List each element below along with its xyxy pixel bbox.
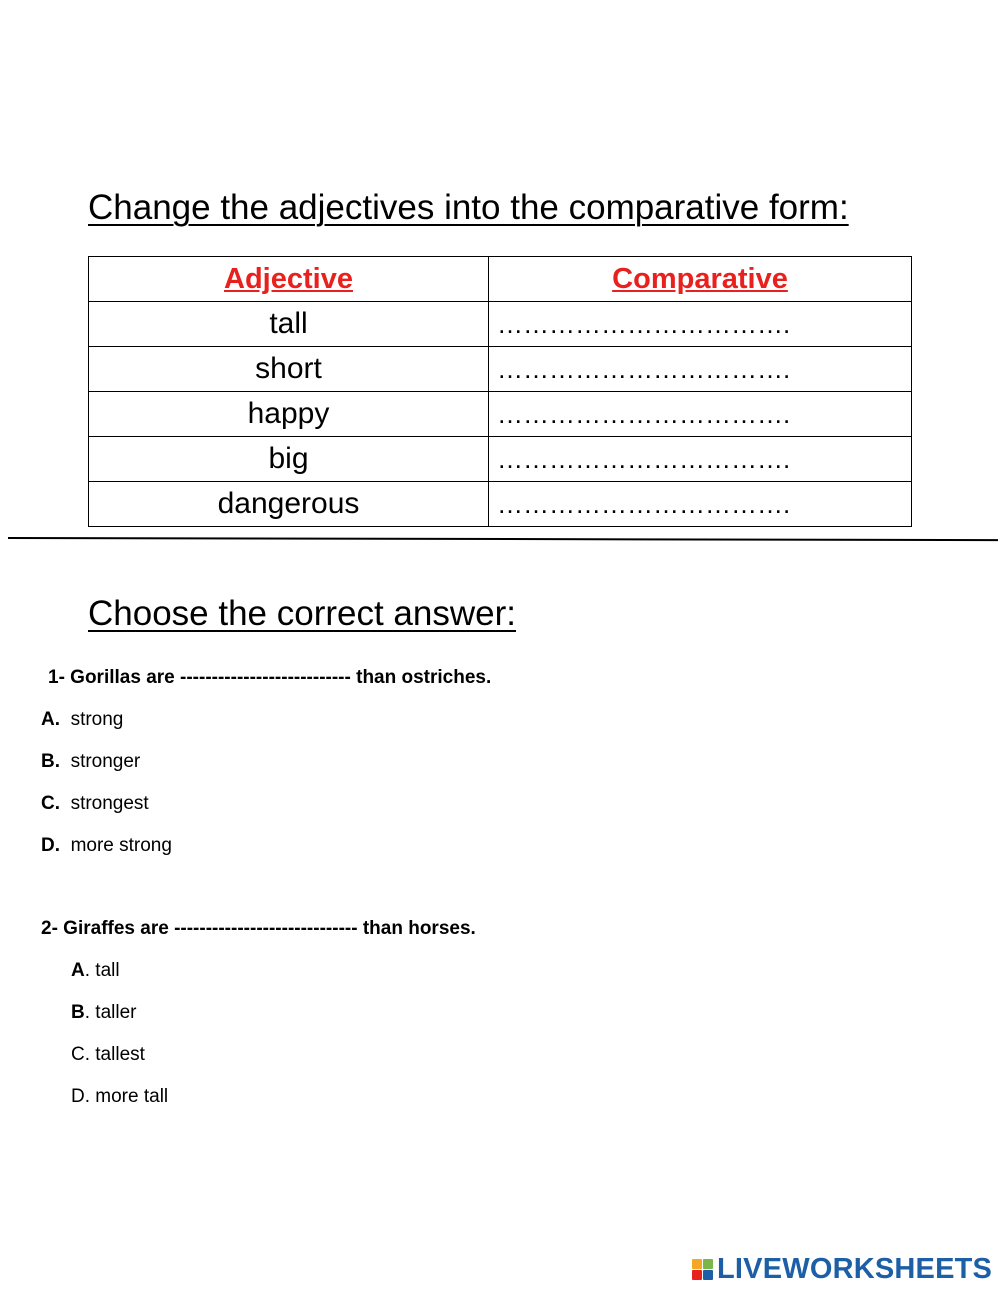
q2-option-d[interactable]: [71, 1086, 168, 1108]
table-row: [89, 482, 912, 527]
logo-square: [692, 1259, 702, 1269]
option-text: . tall: [84, 960, 120, 981]
question-1: 1- Gorillas are --------------------------- than ostriches.: [48, 667, 492, 688]
comparative-answer-field[interactable]: …………………………….: [489, 482, 912, 527]
liveworksheets-logo-icon: [692, 1259, 713, 1280]
q1-option-d[interactable]: [41, 835, 172, 857]
option-text: strongest: [70, 793, 149, 814]
liveworksheets-logo: [692, 1252, 992, 1286]
q1-option-a[interactable]: [41, 709, 123, 731]
table-row: [89, 302, 912, 347]
option-text: D. more tall: [71, 1086, 169, 1107]
logo-square: [703, 1270, 713, 1280]
table-row: [89, 437, 912, 482]
section-divider: [8, 537, 998, 541]
option-letter: C.: [41, 793, 60, 814]
section-1-title: Change the adjectives into the comparative form:: [88, 188, 849, 227]
option-text: . taller: [84, 1002, 137, 1023]
comparative-answer-field[interactable]: …………………………….: [489, 302, 912, 347]
q2-option-a[interactable]: [71, 960, 120, 982]
comparative-answer-field[interactable]: …………………………….: [489, 392, 912, 437]
option-letter: D.: [41, 835, 60, 856]
adjective-cell: short: [89, 347, 489, 392]
q1-option-b[interactable]: [41, 751, 140, 773]
adjective-cell: tall: [89, 302, 489, 347]
header-comparative: Comparative: [489, 257, 912, 302]
adjective-cell: big: [89, 437, 489, 482]
option-text: strong: [70, 709, 124, 730]
table-header-row: [89, 257, 912, 302]
adjective-cell: happy: [89, 392, 489, 437]
table-row: [89, 347, 912, 392]
logo-square: [703, 1259, 713, 1269]
adjective-table: [88, 256, 912, 527]
comparative-answer-field[interactable]: …………………………….: [489, 437, 912, 482]
option-letter: B.: [41, 751, 60, 772]
q2-option-c[interactable]: [71, 1044, 145, 1066]
logo-text: LIVEWORKSHEETS: [717, 1252, 993, 1285]
q1-option-c[interactable]: [41, 793, 149, 815]
q2-option-b[interactable]: [71, 1002, 136, 1024]
option-letter: B: [71, 1002, 85, 1023]
question-2: 2- Giraffes are ----------------------------- than horses.: [41, 918, 476, 939]
adjective-cell: dangerous: [89, 482, 489, 527]
section-2-title: Choose the correct answer:: [88, 594, 516, 633]
option-letter: A: [71, 960, 85, 981]
header-adjective: Adjective: [89, 257, 489, 302]
option-letter: A.: [41, 709, 60, 730]
option-text: stronger: [70, 751, 141, 772]
logo-square: [692, 1270, 702, 1280]
option-text: more strong: [70, 835, 172, 856]
comparative-answer-field[interactable]: …………………………….: [489, 347, 912, 392]
option-text: C. tallest: [71, 1044, 145, 1065]
table-row: [89, 392, 912, 437]
